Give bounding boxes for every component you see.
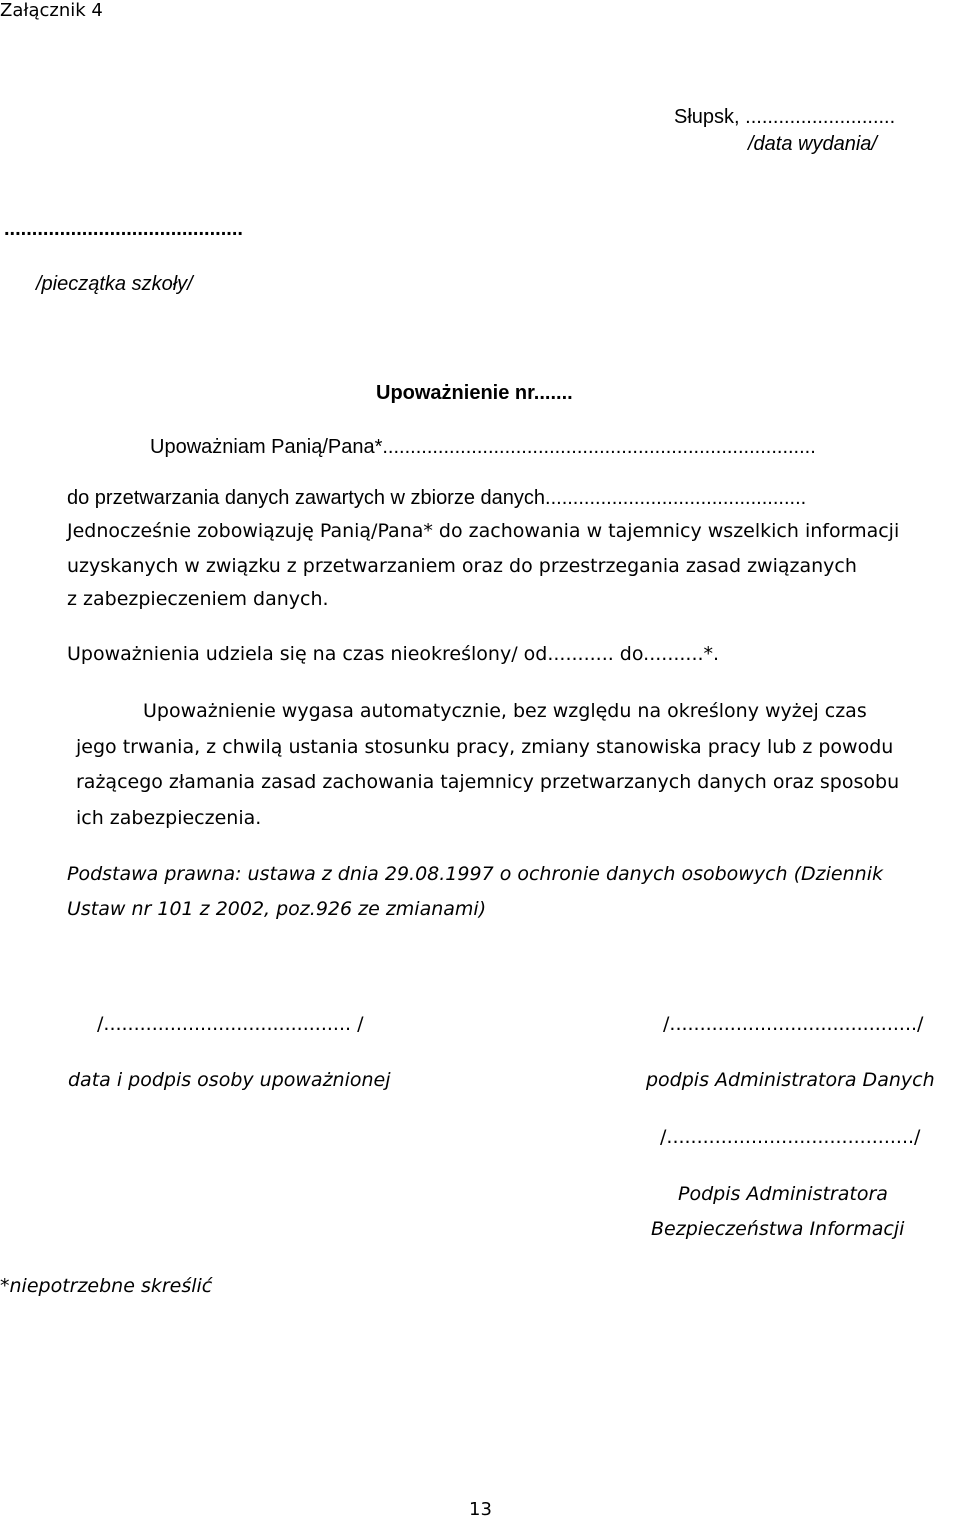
body-line-1: Jednocześnie zobowiązuję Panią/Pana* do zachowania w tajemnicy wszelkich informacji: [67, 520, 900, 542]
body-line-2: uzyskanych w związku z przetwarzaniem oraz do przestrzegania zasad związanych: [67, 555, 857, 577]
duration-line: Upoważnienia udziela się na czas nieokreślony/ od........... do..........*.: [67, 643, 720, 665]
authorization-title: Upoważnienie nr.......: [376, 382, 573, 404]
expiry-line-3: rażącego złamania zasad zachowania tajemnicy przetwarzanych danych oraz sposobu: [76, 771, 900, 793]
authorization-scope: do przetwarzania danych zawartych w zbiorze danych...............................................: [67, 487, 807, 509]
expiry-line-4: ich zabezpieczenia.: [76, 807, 262, 829]
place-date-line: Słupsk, ...........................: [674, 106, 896, 128]
legal-basis-line-1: Podstawa prawna: ustawa z dnia 29.08.1997 o ochronie danych osobowych (Dziennik: [67, 863, 883, 885]
page-number: 13: [469, 1499, 492, 1520]
authorization-intro: Upoważniam Panią/Pana*..............................................................................: [150, 436, 816, 458]
footnote: *niepotrzebne skreślić: [0, 1275, 213, 1297]
admin-signature-line: /........................................./: [663, 1013, 924, 1035]
admin-signature-caption: podpis Administratora Danych: [646, 1069, 935, 1091]
authorized-signature-line: /......................................... /: [97, 1013, 364, 1035]
school-stamp-dots: ...........................................: [4, 218, 243, 240]
security-admin-caption-line-2: Bezpieczeństwa Informacji: [651, 1218, 905, 1240]
legal-basis-line-2: Ustaw nr 101 z 2002, poz.926 ze zmianami): [67, 898, 487, 920]
attachment-label: Załącznik 4: [0, 0, 103, 21]
security-admin-signature-line: /........................................./: [660, 1126, 921, 1148]
school-stamp-caption: /pieczątka szkoły/: [36, 273, 193, 295]
expiry-line-2: jego trwania, z chwilą ustania stosunku pracy, zmiany stanowiska pracy lub z powodu: [76, 736, 894, 758]
body-line-3: z zabezpieczeniem danych.: [67, 588, 329, 610]
expiry-line-1: Upoważnienie wygasa automatycznie, bez względu na określony wyżej czas: [143, 700, 867, 722]
authorized-signature-caption: data i podpis osoby upoważnionej: [68, 1069, 391, 1091]
date-caption: /data wydania/: [748, 133, 877, 155]
security-admin-caption-line-1: Podpis Administratora: [678, 1183, 888, 1205]
